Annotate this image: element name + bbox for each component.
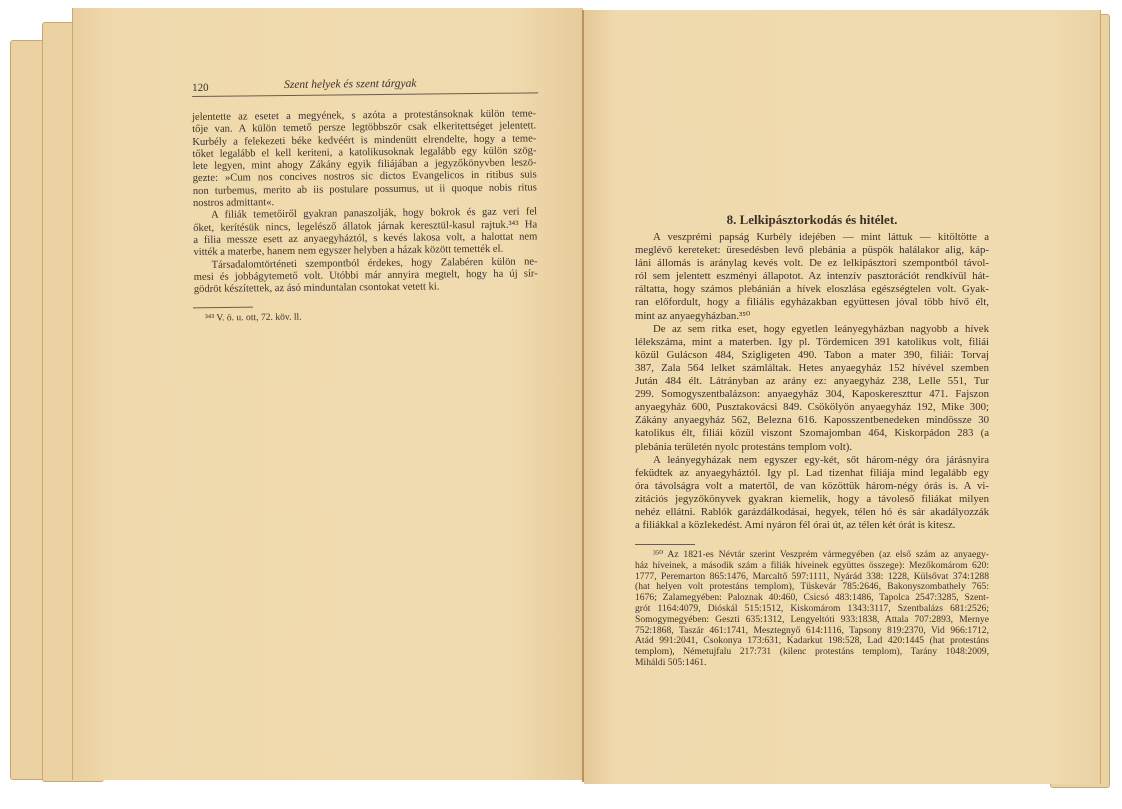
text-line: zitációs jegyzőkönyvek gyakran kiemelik, hogy a távoleső filiákat milyen [635,492,989,505]
text-line: A veszprémi papság Kurbély idejében — mint láttuk — kitöltötte a [653,231,989,243]
text-line: ran előfordult, hogy a filiális egyházakban együttesen jóval több hívő élt, [635,296,989,309]
text-line: Zákány anyaegyház 562, Belezna 616. Kaposszentbenedeken mindössze 30 [635,414,989,427]
text-line: nehéz ellátni. Rablók garázdálkodásai, hegyek, télen hó és sár akadályozzák [635,505,989,518]
footnote-line: Miháldi 505:1461. [635,656,707,668]
footnote-line: Atád 991:2041, Csokonya 173:631, Kadarkut 198:528, Lad 420:1445 (hat protestáns [635,635,989,647]
footnote-line: ház híveinek, a második szám a filiák híveinek együttes összege): Mezőkomárom 620: [635,559,989,571]
text-line: A filiák temetőiről gyakran panaszolják, hogy bokrok és gaz veri fel [211,206,538,222]
left-footnote: ³⁴³ V. ö. u. ott, 72. köv. ll. [204,311,302,324]
paragraph [635,231,989,323]
paragraph [192,108,537,210]
text-line: tője van. A külön temető persze legtöbbször csak elkeritettséget jelentett. [192,120,537,136]
text-line: mint az anyaegyházban.³⁵⁰ [635,309,751,322]
text-line: non turbemus, merito ab iis postulare possumus, ut ii quoque nobis ritus [192,182,537,197]
paragraph [635,454,989,533]
footnote-line: grót 1164:4079, Dióskál 515:1512, Kiskomárom 1343:3117, Szentbalázs 681:2526; [635,602,989,614]
text-line: 299. Somogyszentbalázson: anyaegyház 304, Kaposkereszttur 471. Fajszon [635,388,989,401]
paragraph [635,323,989,454]
text-line: ráltatta, hogy számos plebánián a hívek eloszlása egészségtelen volt. Gyak- [635,283,989,296]
book-gutter [582,10,584,782]
left-page-header [192,76,538,97]
footnote-rule [635,544,695,545]
text-line: 387, Zala 564 lelket számláltak. Hetes anyaegyház 152 hívével szemben [635,361,989,374]
text-line: nostros admittant«. [192,197,275,210]
text-line: óra távolságra volt a matertől, de van közöttük három-négy órás is. A vi- [635,479,989,492]
footnote-line: Somogymegyében: Geszti 635:1312, Lengyeltóti 933:1838, Attala 707:2893, Mernye [635,613,989,625]
text-line: vitték a materbe, hanem nem egyszer helyben a házak között temették el. [193,244,504,259]
footnote-line: templom), Németujfalu 217:731 (kilenc protestáns templom), Tarány 1048:2009, [635,646,989,658]
text-line: feküdtek az anyaegyháztól. Igy pl. Lad tizenhat filiája mind legalább egy [635,466,989,479]
text-line: őket, kerítésük nincs, legelésző állatok járnak keresztül-kasul rajtuk.³⁴³ Ha [193,219,538,234]
text-line: De az sem ritka eset, hogy egyetlen leányegyházban nagyobb a hívek [653,322,989,335]
footnote-line: ³⁵⁰ Az 1821-es Névtár szerint Veszprém vármegyében (az első szám az anyaegy- [653,549,989,560]
text-line: gödröt készítettek, az ásó minduntalan csontokat vetett ki. [193,281,440,296]
text-line: tőket legalább el kell keriteni, a katolikusoknak legalább egy külön szög- [192,145,537,160]
right-page-body [635,231,989,532]
footnote-line: 1777, Peremarton 865:1476, Marcaltő 597:1111, Nyárád 338: 1228, Külsővat 374:1288 [635,570,989,582]
footnote-line: (hat helyen volt protestáns templom), Tüskevár 785:2646, Bakonyszombathely 765: [635,581,989,593]
section-title: 8. Lelkipásztorkodás és hitélet. [726,212,898,227]
running-head: Szent helyek és szent tárgyak [283,77,417,92]
text-line: meglévő kereteket: üresedésben levő plebánia a püspök halálakor alig, káp- [635,244,989,257]
paragraph [194,256,538,296]
text-line: Jután 484 élt. Látrányban az arány ez: anyaegyház 238, Lelle 551, Tur [635,375,989,388]
footnote-line: 752:1868, Taszár 461:1741, Mesztegnyő 614:1116, Tapsony 819:2370, Vid 966:1712, [635,624,989,636]
right-footnote [635,550,989,669]
page-number: 120 [192,81,209,94]
text-line: Társadalomtörténeti szempontból érdekes, hogy Zalabéren külön ne- [211,255,538,271]
text-line: a filiákkal a közlekedést. Ami nyáron fél órai út, az télen két órát is kitesz. [635,519,956,532]
text-line: közül Gulácson 484, Szigligeten 490. Tabon a mater 390, filiái: Torvaj [635,348,989,361]
text-line: láni állomás is aránylag kevés volt. De ez lelkipásztori szempontból távol- [635,257,989,270]
text-line: mesi és jobbágytemető volt. Utóbbi már annyira megtelt, hogy ha új sír- [193,268,538,283]
text-line: katolikus élt, filiái közül viszont Szomajomban 464, Kiskorpádon 283 (a [635,427,989,440]
text-line: lete legyen, mint ahogy Zákány egyik filiájában a jegyzőkönyvben leszö- [192,157,537,173]
text-line: Kurbély a felekezeti béke kedvéért is mindenütt elrendelte, hogy a teme- [192,132,537,148]
text-line: A leányegyházak nem egyszer egy-két, sőt három-négy óra járásnyira [653,453,989,466]
paragraph [193,207,537,260]
text-line: ról sem jelentett eszményi állapotot. Az intenzív pasztorációt rendkívül hát- [635,270,989,283]
text-line: plebánia területén nyolc protestáns templom volt). [635,440,853,453]
left-page-body [192,108,538,296]
text-line: anyaegyház 600, Pusztakovácsi 849. Csökölyön anyaegyház 192, Mike 300; [635,401,989,414]
text-line: gezte: »Cum nos concives nostros sic dictos Evangelicos in ritibus suis [192,169,537,185]
text-line: lélekszáma, mint a materben. Igy pl. Tördemicen 391 katolikus volt, filiái [635,335,989,348]
text-line: a filia messze esett az anyaegyháztól, s kevés lakosa volt, a halottat nem [193,231,538,246]
footnote-line: 1676; Zalamegyében: Paloznak 40:460, Csicsó 483:1486, Tapolca 2547:3285, Szent- [635,592,989,604]
text-line: jelentette az esetet a megyének, s azóta a protestánsoknak külön teme- [192,108,537,123]
